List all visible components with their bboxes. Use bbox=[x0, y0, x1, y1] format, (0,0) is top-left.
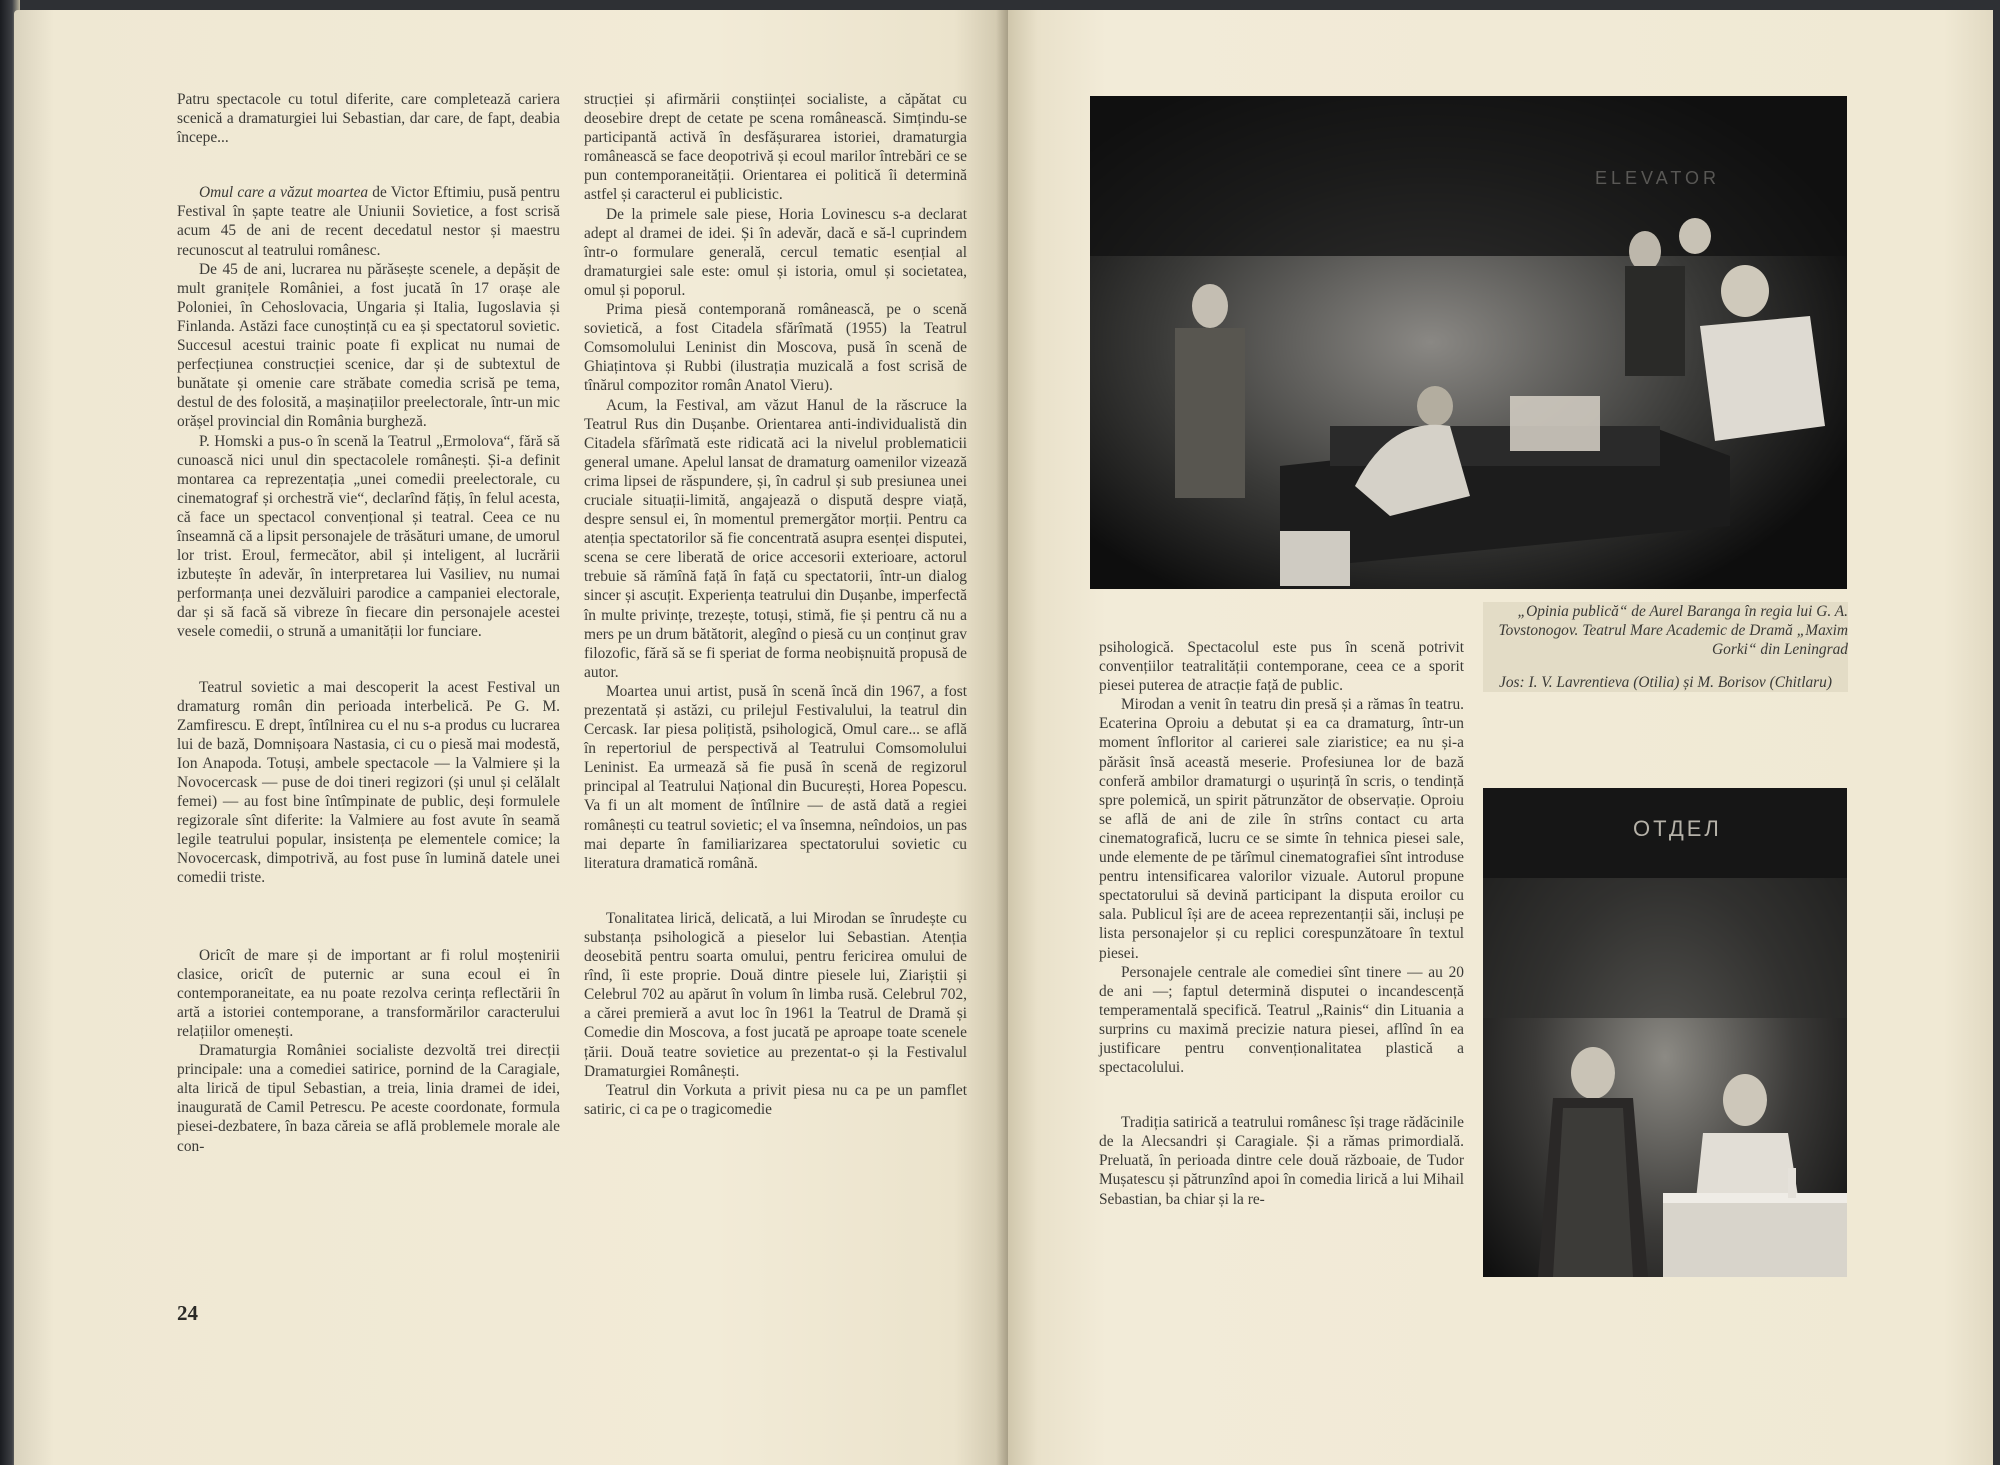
stage-photo-illustration bbox=[1483, 788, 1847, 1277]
paragraph: Mirodan a venit în teatru din presă și a rămas în teatru. Ecaterina Oproiu a debutat și ea ca dramaturg, într-un moment înfloritor al carierei sale ziaristice; ea nu și-a părăsit însă această meserie. Profesiunea lor de bază conferă ambilor dramaturgi o ușurință în scris, o tendință spre polemică, un spirit pătrunzător de observație. Oproiu se află de ani de zile în strîns contact cu arta cinematografică, lucru ce se simte în tehnica piesei sale, unde elemente de pe tărîmul cinematografiei sînt introduse pentru intensificarea valorilor vizuale. Autorul propune spectatorului să devină participant la disputa eroilor cu sala. Publicul își are de aceea reprezentanții săi, incluși pe lista personajelor și cu replici corespunzătoare în textul piesei. bbox=[1099, 696, 1464, 962]
caption-cast: Jos: I. V. Lavrentieva (Otilia) și M. Borisov (Chitlaru) bbox=[1499, 674, 1832, 691]
paragraph: Moartea unui artist, pusă în scenă încă din 1967, a fost prezentată și astăzi, cu prilejul Festivalului, la teatrul din Cercask. Iar piesa polițistă, psihologică, Omul care... se află în repertoriul de perspectivă al Teatrului Comsomolului Leninist. Ea urmează să fie pusă în scenă de regizorul principal al Teatrului Național din București, Horea Popescu. Va fi un alt moment de întîlnire — de astă dată a regiei românești cu teatrul sovietic; el va însemna, neîndoios, un pas mai departe în familiarizarea spectatorului sovietic cu literatura dramatică română. bbox=[584, 682, 967, 872]
paragraph: De 45 de ani, lucrarea nu părăsește scenele, a depășit de mult granițele României, a fost jucată în 17 orașe ale Poloniei, în Cehoslovacia, Ungaria și Italia, Iugoslavia și Finlanda. Astăzi face cunoștință cu ea și spectatorul sovietic. Succesul acestui trainic poate fi explicat nu numai de perfecțiunea construcției scenice, dar și de subtextul de bunătate și omenie care străbate comedia scrisă pe tema, destul de des folosită, a mașinațiilor preelectorale, într-un mic orășel provincial din România burgheză. bbox=[177, 260, 560, 431]
left-page-column-1 bbox=[177, 90, 560, 1156]
elevator-sign: ELEVATOR bbox=[1595, 168, 1721, 188]
paragraph: psihologică. Spectacolul este pus în scenă potrivit convențiilor teatralității contemporane, ceea ce a sporit piesei puterea de atracție față de public. bbox=[1099, 639, 1464, 695]
paragraph: Oricît de mare și de important ar fi rolul moștenirii clasice, oricît de puternic ar suna ecoul ei în contemporaneitate, ea nu poate rezolva cerința reflectării în artă a istoriei contemporane, a transformărilor caracterului relațiilor omenești. bbox=[177, 946, 560, 1040]
paragraph: Prima piesă contemporană românească, pe o scenă sovietică, a fost Citadela sfărîmată (1955) la Teatrul Comsomolului Leninist din Moscova, pusă în scenă de Ghiațintova și Rubbi (ilustrația muzicală a fost scrisă de tînărul compozitor român Anatol Vieru). bbox=[584, 301, 967, 395]
paragraph: Personajele centrale ale comediei sînt tinere — au 20 de ani —; faptul determină disputei o incandescență temperamentală specifică. Teatrul „Rainis“ din Lituania a surprins cu maximă precizie natura piesei, aflînd în ea justificare pentru convenționalitatea plastică a spectacolului. bbox=[1099, 963, 1464, 1077]
left-page bbox=[14, 10, 1014, 1465]
paragraph: Dramaturgia României socialiste dezvoltă trei direcții principale: una a comediei satirice, pornind de la Caragiale, alta lirică de tipul Sebastian, a treia, linia dramei de idei, inaugurată de Camil Petrescu. Pe aceste coordonate, formula piesei-dezbatere, în baza căreia se află problemele morale ale con- bbox=[177, 1042, 560, 1155]
paragraph: Teatrul sovietic a mai descoperit la acest Festival un dramaturg român din perioada interbelică. Pe G. M. Zamfirescu. E drept, întîlnirea cu el nu s-a produs cu lucrarea lui de bază, Domnișoara Nastasia, ci cu o piesă mai modestă, Ion Anapoda. Totuși, ambele spectacole — la Valmiere și la Novocercask — puse de doi tineri regizori (și unul și celălalt femei) — au fost bine întîmpinate de public, deși formulele regizorale sînt diferite: la Valmiere au fost avute în seamă legile teatrului popular, insistența pe elementele comice; la Novocercask, dimpotrivă, au fost puse în lumină datele unei comedii triste. bbox=[177, 678, 560, 887]
stage-photo-otilia-chitlaru bbox=[1483, 788, 1847, 1277]
page-number: 24 bbox=[177, 1301, 198, 1325]
play-title: Omul care a văzut moartea bbox=[199, 184, 369, 202]
paragraph: Tradiția satirică a teatrului românesc își trage rădăcinile de la Alecsandri și Caragiale. Și a rămas primordială. Preluată, în perioada dintre cele două războaie, de Tudor Mușatescu și pătrunzînd apoi în comedia lirică a lui Mihail Sebastian, ba chiar și la re- bbox=[1099, 1114, 1464, 1208]
paragraph: Tonalitatea lirică, delicată, a lui Mirodan se înrudește cu substanța psihologică a pieselor lui Sebastian. Atenția deosebită pentru soarta omului, pentru fericirea omului de rînd, îi este proprie. Două dintre piesele lui, Ziariștii și Celebrul 702 au apărut în volum în limba rusă. Celebrul 702, a cărei premieră a avut loc în 1961 la Teatrul de Dramă și Comedie din Moscova, a fost jucată pe aproape toate scenele țării. Două teatre sovietice au prezentat-o și la Festivalul Dramaturgiei Românești. bbox=[584, 909, 967, 1080]
paragraph: Teatrul din Vorkuta a privit piesa nu ca pe un pamflet satiric, ci ca pe o tragicomedie bbox=[584, 1081, 967, 1118]
paragraph: De la primele sale piese, Horia Lovinescu s-a declarat adept al dramei de idei. Și în adevăr, dacă e să-l cuprindem într-o formulare generală, cercul tematic esențial al dramaturgiei sale este: omul și istoria, omul și societatea, omul și poporul. bbox=[584, 205, 967, 299]
department-sign: ОТДЕЛ bbox=[1633, 816, 1722, 841]
left-page-column-2 bbox=[584, 90, 967, 1119]
stage-photo-illustration bbox=[1090, 96, 1847, 589]
paragraph: strucției și afirmării conștiinței socialiste, a căpătat cu deosebire drept de cetate pe scena românească. Simțindu-se participantă activă în desfășurarea istoriei, dramaturgia românească se face deopotrivă și ecoul marilor întrebări ce se pun contemporaneității. Orientarea ei politică îi determină astfel și caracterul ei publicistic. bbox=[584, 91, 967, 204]
paragraph: Omul care a văzut moartea de Victor Eftimiu, pusă pentru Festival în șapte teatre ale Uniunii Sovietice, a fost scrisă acum 45 de ani de recent decedatul nestor și maestru recunoscut al teatrului românesc. bbox=[177, 184, 560, 259]
stage-photo-rehearsal bbox=[1090, 96, 1847, 589]
paragraph: P. Homski a pus-o în scenă la Teatrul „Ermolova“, fără să cunoască nici unul din spectacolele românești. Și-a definit montarea ca reprezentația „unei comedii preelectorale, cu cinematograf și orchestră vie“, declarînd fățiș, în felul acesta, că face un spectacol convențional și teatral. Ceea ce nu înseamnă că a lipsit personajele de trăsături umane, de umorul lor trist. Eroul, fermecător, abil și inteligent, al lucrării izbutește în adevăr, în interpretarea lui Vasiliev, nu numai performanța unei dezvăluiri parodice a campaniei electorale, dar și să facă să vibreze în fiecare din personajele acestei vesele comedii, o strună a umanității lor funciare. bbox=[177, 432, 560, 641]
paragraph: Acum, la Festival, am văzut Hanul de la răscruce la Teatrul Rus din Dușanbe. Orientarea anti-individualistă din Citadela sfărîmată este ridicată aci la nivelul problematicii general umane. Apelul lansat de dramaturg oamenilor vizează crima lipsei de răspundere, și, în cadrul și sub presiunea unei cruciale situații-limită, angajează o dispută despre viață, despre sensul ei, în momentul premergător morții. Pentru ca atenția spectatorilor să fie concentrată asupra esenței disputei, scena se cere liberată de orice accesorii exterioare, actorul trebuie să rămînă față în față cu spectatorii, într-un dialog sincer și ascuțit. Experiența teatrului din Dușanbe, imperfectă în multe privințe, trezește, totuși, stimă, fie și pentru că nu a mers pe un drum bătătorit, alegînd o piesă cu un conținut grav filozofic, fără să se fi speriat de forma neobișnuită propusă de autor. bbox=[584, 396, 967, 681]
caption-main: „Opinia publică“ de Aurel Baranga în regia lui G. A. Tovstonogov. Teatrul Mare Academic de Dramă „Maxim Gorki“ din Leningrad bbox=[1498, 603, 1848, 658]
photo-caption bbox=[1483, 602, 1848, 692]
paragraph: Patru spectacole cu totul diferite, care completează cariera scenică a dramaturgiei lui Sebastian, dar care, de fapt, deabia începe... bbox=[177, 91, 560, 147]
right-page-column-1 bbox=[1099, 638, 1464, 1209]
